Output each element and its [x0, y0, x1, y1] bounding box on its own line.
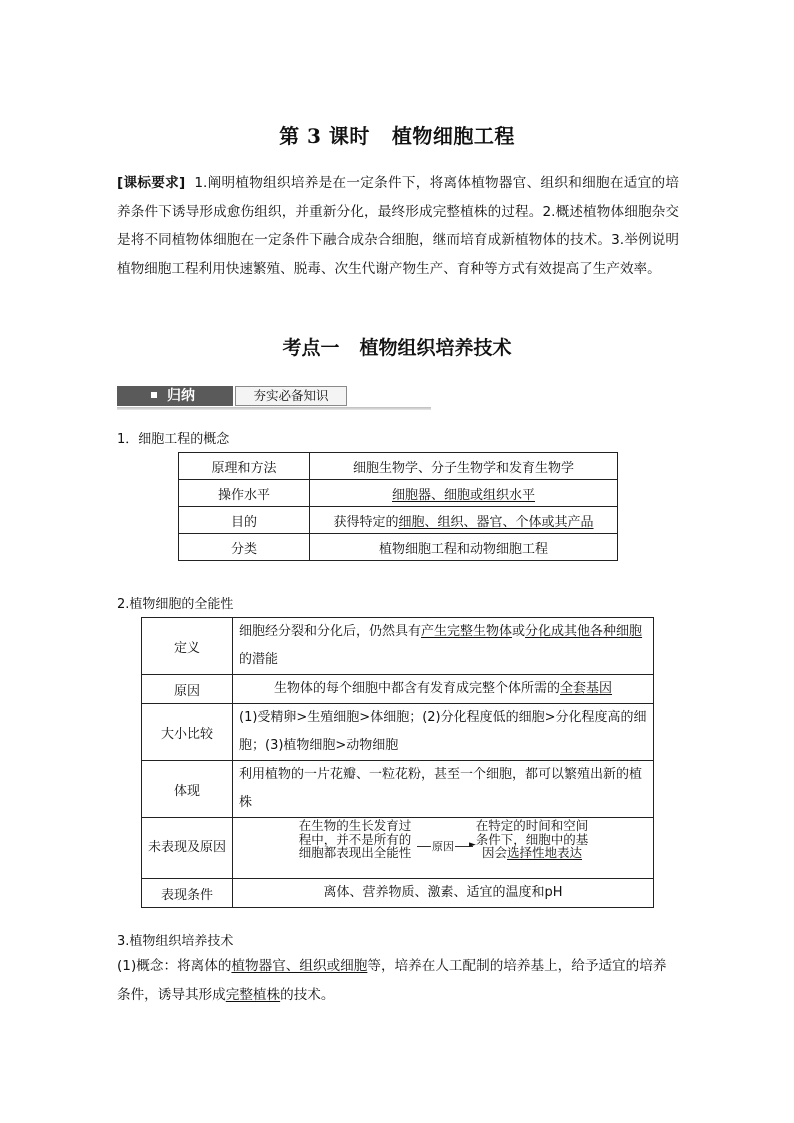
value-suffix: 的潜能 — [239, 652, 279, 667]
table-key: 原因 — [142, 675, 233, 704]
flow-right-prefix: 在特定的时间和空间条件下，细胞中的基因会 — [475, 818, 589, 860]
table-row — [142, 879, 654, 908]
arrow-label: 原因 — [432, 840, 454, 853]
underlined-answer: 完整植株 — [225, 987, 281, 1003]
table-value — [233, 675, 654, 704]
banner-rule — [117, 407, 431, 410]
table-key: 原理和方法 — [179, 453, 310, 480]
cell-engineering-table — [178, 452, 618, 561]
table-key: 未表现及原因 — [142, 818, 233, 879]
underlined-answer: 分化成其他各种细胞 — [525, 624, 643, 639]
lesson-number: 第 3 课时 — [279, 124, 370, 148]
table-value — [310, 507, 618, 534]
table-key: 大小比较 — [142, 704, 233, 761]
flow-left-text: 在生物的生长发育过程中，并不是所有的细胞都表现出全能性 — [298, 818, 412, 860]
table-row — [179, 453, 618, 480]
requirements-tag: [课标要求] — [117, 175, 186, 191]
underlined-answer: 细胞、组织、器官、个体或其产品 — [398, 514, 594, 530]
curriculum-requirements — [117, 169, 679, 283]
table-value: 离体、营养物质、激素、适宜的温度和pH — [233, 879, 654, 908]
section2-heading: 2.植物细胞的全能性 — [117, 597, 234, 612]
concept-suffix: 的技术。 — [280, 987, 335, 1003]
table-value — [310, 480, 618, 507]
table-value: (1)受精卵>生殖细胞>体细胞；(2)分化程度低的细胞>分化程度高的细胞；(3)植物细胞>动物细胞 — [233, 704, 654, 761]
concept-prefix: (1)概念：将离体的 — [117, 958, 232, 974]
section3-heading: 3.植物组织培养技术 — [117, 934, 234, 949]
concept-mid: 等，培养在人工配制的培养基上，给予适宜的培养条件，诱导其形成 — [117, 958, 667, 1003]
banner-light-tab: 夯实必备知识 — [235, 386, 347, 406]
underlined-answer: 细胞器、细胞或组织水平 — [391, 487, 535, 503]
kaodian-label: 考点一 — [282, 337, 340, 359]
value-prefix: 获得特定的 — [333, 514, 399, 530]
totipotency-table — [141, 617, 654, 908]
table-value: 细胞生物学、分子生物学和发育生物学 — [310, 453, 618, 480]
table-key: 定义 — [142, 618, 233, 675]
value-prefix: 细胞经分裂和分化后，仍然具有 — [239, 624, 422, 639]
table-key: 体现 — [142, 761, 233, 818]
table-key: 操作水平 — [179, 480, 310, 507]
lesson-topic: 植物细胞工程 — [391, 124, 515, 148]
table-key: 表现条件 — [142, 879, 233, 908]
table-row — [142, 818, 654, 879]
table-row — [179, 534, 618, 561]
section1-heading: 1．细胞工程的概念 — [117, 432, 230, 447]
table-key: 分类 — [179, 534, 310, 561]
underlined-answer: 全套基因 — [560, 681, 613, 696]
table-key: 目的 — [179, 507, 310, 534]
table-row — [142, 675, 654, 704]
cause-flow — [239, 818, 647, 878]
concept-paragraph — [117, 952, 679, 1010]
flow-right-text — [475, 819, 589, 860]
table-row — [142, 618, 654, 675]
banner-dark-tab — [117, 386, 233, 406]
underlined-answer: 选择性地表达 — [507, 845, 583, 860]
underlined-answer: 植物器官、组织或细胞 — [231, 958, 368, 974]
table-value: 植物细胞工程和动物细胞工程 — [310, 534, 618, 561]
value-prefix: 生物体的每个细胞中都含有发育成完整个体所需的 — [273, 681, 560, 696]
table-row — [179, 480, 618, 507]
arrow-right-icon: ► — [469, 840, 476, 850]
square-bullet-icon — [151, 392, 157, 398]
table-row — [142, 704, 654, 761]
table-row — [179, 507, 618, 534]
table-value — [233, 818, 654, 879]
table-value — [233, 618, 654, 675]
value-mid: 或 — [512, 624, 526, 639]
table-row — [142, 761, 654, 818]
section-title — [0, 333, 794, 360]
banner-dark-label: 归纳 — [167, 388, 195, 404]
underlined-answer: 产生完整生物体 — [421, 624, 513, 639]
requirements-text: 1.阐明植物组织培养是在一定条件下，将离体植物器官、组织和细胞在适宜的培养条件下诱导形成愈伤组织，并重新分化，最终形成完整植株的过程。2.概述植物体细胞杂交是将不同植物体细胞在一定条件下融合成杂合细胞，继而培育成新植物体的技术。3.举例说明植物细胞工程利用快速繁殖、脱毒、次生代谢产物生产、育种等方式有效提高了生产效率。 — [117, 175, 679, 277]
page-title — [0, 120, 794, 149]
table-value: 利用植物的一片花瓣、一粒花粉，甚至一个细胞，都可以繁殖出新的植株 — [233, 761, 654, 818]
kaodian-title: 植物组织培养技术 — [359, 337, 512, 359]
summary-banner — [117, 386, 431, 410]
